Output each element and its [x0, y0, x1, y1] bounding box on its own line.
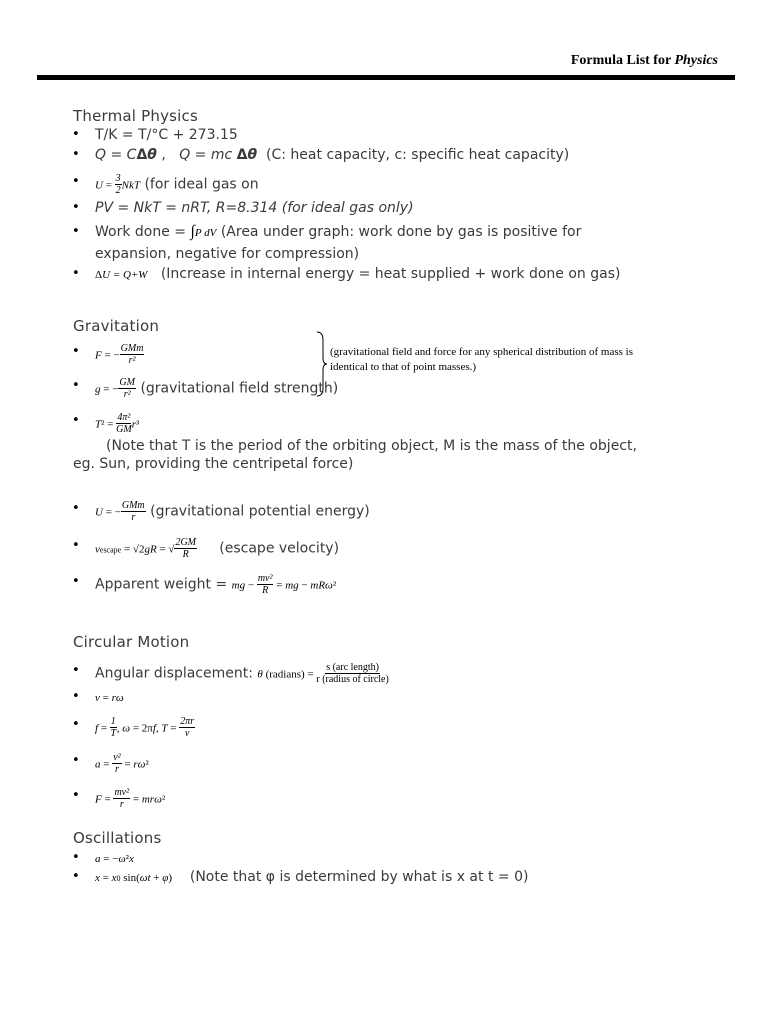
internal-energy-note: (for ideal gas on	[144, 176, 259, 193]
bullet: •	[72, 753, 80, 768]
first-law-note: (Increase in internal energy = heat supplied + work done on gas)	[160, 266, 621, 282]
kepler-note-line1: (Note that T is the period of the orbiting object, M is the mass of the object,	[106, 438, 637, 454]
bullet: •	[72, 717, 80, 732]
gravitation-brace-note: (gravitational field and force for any spherical distribution of mass is identical to that of point masses.)	[330, 346, 634, 373]
work-done-note-cont: expansion, negative for compression)	[95, 246, 360, 262]
bullet: •	[72, 127, 80, 142]
bullet: •	[72, 663, 80, 678]
kepler-note-line2: eg. Sun, providing the centripetal force)	[73, 456, 354, 472]
apparent-weight-lead: Apparent weight =	[95, 576, 228, 593]
bullet: •	[72, 869, 80, 884]
bullet: •	[72, 850, 80, 865]
formula-ideal-gas: PV = NkT = nRT, R=8.314 (for ideal gas only)	[95, 200, 414, 216]
header-rule	[37, 75, 735, 80]
formula-angular-displacement: Angular displacement: θ (radians) = $\frac{\text{s (arc length)}}{\text{r (radius of circle)}}$	[95, 662, 389, 685]
bullet: •	[72, 378, 80, 393]
formula-escape-velocity: vescape = √2gR = √ $\frac{2GM}{R}$ (escape velocity)	[95, 537, 340, 560]
formula-work-done: Work done = ∫P dV (Area under graph: work done by gas is positive for	[95, 223, 582, 240]
formula-first-law: ΔU = Q+W (Increase in internal energy = heat supplied + work done on gas)	[95, 266, 621, 282]
bullet: •	[72, 538, 80, 553]
formula-gravity-force: F = − $\frac{\text{GMm}}{\text{r²}}$	[95, 343, 144, 366]
potential-energy-note: (gravitational potential energy)	[150, 503, 370, 520]
formula-linear-speed: v = rω	[95, 692, 124, 704]
header-title-subject: Physics	[674, 53, 718, 68]
formula-temperature: T/K = T/°C + 273.15	[95, 127, 238, 143]
header-title-prefix: Formula List for	[570, 53, 671, 68]
bullet: •	[72, 224, 80, 239]
section-heading-circular: Circular Motion	[73, 633, 190, 651]
formula-apparent-weight: Apparent weight = mg − $\frac{\text{mv²}}{R}$ = mg − mRω²	[95, 573, 337, 596]
formula-centripetal-force: F = $\frac{\text{mv²}}{r}$ = mrω²	[95, 787, 166, 810]
bullet: •	[72, 689, 80, 704]
header-title	[571, 53, 718, 69]
bullet: •	[72, 501, 80, 516]
work-done-note: (Area under graph: work done by gas is positive for	[220, 224, 582, 240]
section-heading-gravitation: Gravitation	[73, 317, 160, 335]
formula-kepler: T² = $\frac{\text{4π²}}{GM}$ r³	[95, 412, 140, 435]
bullet: •	[72, 266, 80, 281]
angular-lead: Angular displacement:	[95, 665, 253, 682]
formula-heat: Q = CΔθ , Q = mc Δθ (C: heat capacity, c: specific heat capacity)	[95, 147, 570, 163]
bullet: •	[72, 788, 80, 803]
bullet: •	[72, 147, 80, 162]
formula-potential-energy: U = − $\frac{\text{GMm}}{r}$ (gravitational potential energy)	[95, 500, 370, 523]
formula-internal-energy: U = $\frac{3}{2}$ NkT (for ideal gas on	[95, 173, 259, 196]
formula-frequency: f = $\frac{1}{T}$ , ω = 2πf, T = $\frac{2\pi r}{v}$	[95, 716, 195, 739]
bullet: •	[72, 344, 80, 359]
shm-note: (Note that φ is determined by what is x at t = 0)	[189, 869, 529, 885]
formula-centripetal-acceleration: a = $\frac{\text{v²}}{r}$ = rω²	[95, 752, 149, 775]
angular-numerator: s (arc length)	[326, 662, 379, 673]
formula-shm-acceleration: a = −ω²x	[95, 853, 134, 865]
work-done-lead: Work done =	[95, 224, 187, 240]
section-heading-oscillations: Oscillations	[73, 829, 162, 847]
bullet: •	[72, 174, 80, 189]
bullet: •	[72, 200, 80, 215]
formula-shm-displacement: x = x0 sin(ωt + φ) (Note that φ is determined by what is x at t = 0)	[95, 869, 529, 885]
escape-velocity-note: (escape velocity)	[219, 540, 340, 557]
section-heading-thermal: Thermal Physics	[73, 107, 199, 125]
heat-note: (C: heat capacity, c: specific heat capacity)	[266, 147, 570, 163]
bullet: •	[72, 574, 80, 589]
formula-field-strength: g = − $\frac{GM}{\text{r²}}$ (gravitational field strength)	[95, 377, 339, 400]
bullet: •	[72, 413, 80, 428]
field-strength-note: (gravitational field strength)	[140, 380, 339, 397]
angular-denominator: r (radius of circle)	[316, 674, 389, 685]
